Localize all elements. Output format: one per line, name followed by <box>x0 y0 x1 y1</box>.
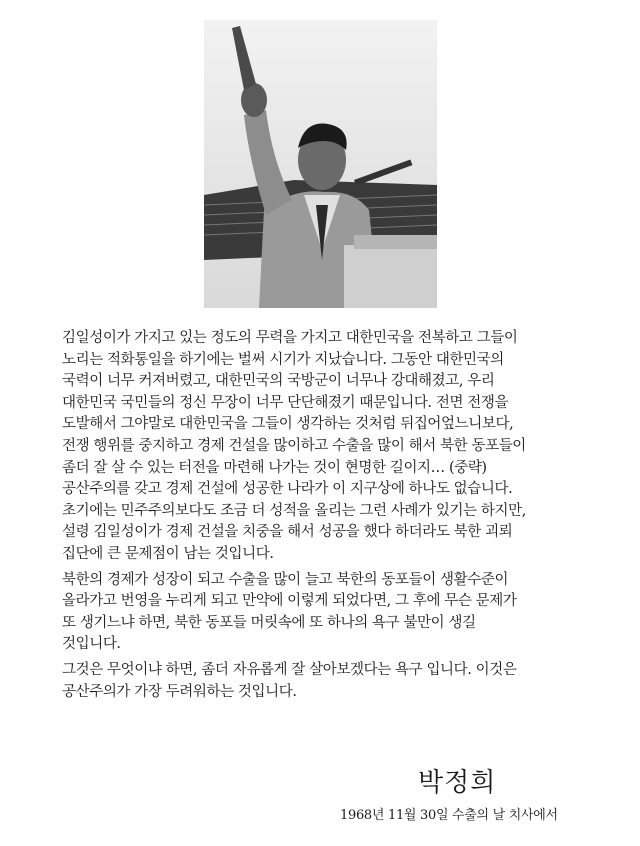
text-line: 올라가고 번영을 누리게 되고 만약에 이렇게 되었다면, 그 후에 무슨 문제가 <box>62 593 517 610</box>
text-line: 전쟁 행위를 중지하고 경제 건설을 많이하고 수출을 많이 해서 북한 동포들이 <box>62 437 526 454</box>
text-line: 노리는 적화통일을 하기에는 벌써 시기가 지났습니다. 그동안 대한민국의 <box>62 351 504 368</box>
text-line: 국력이 너무 커져버렸고, 대한민국의 국방군이 너무나 강대해졌고, 우리 <box>62 373 495 390</box>
text-line: 또 생기느냐 하면, 북한 동포들 머릿속에 또 하나의 욕구 불만이 생길 <box>62 614 476 631</box>
speech-text <box>62 328 622 707</box>
text-line: 것입니다. <box>62 636 121 653</box>
signature-name: 박정희 <box>418 768 497 798</box>
text-line: 공산주의가 가장 두려워하는 것입니다. <box>62 683 297 700</box>
speech-paragraph-1 <box>62 328 622 566</box>
text-line: 그것은 무엇이냐 하면, 좀더 자유롭게 잘 살아보겠다는 욕구 입니다. 이것은 <box>62 661 517 678</box>
text-line: 김일성이가 가지고 있는 정도의 무력을 가지고 대한민국을 전복하고 그들이 <box>62 330 518 346</box>
text-line: 북한의 경제가 성장이 되고 수출을 많이 늘고 북한의 동포들이 생활수준이 <box>62 571 509 588</box>
text-line: 집단에 큰 문제점이 남는 것입니다. <box>62 545 274 562</box>
text-line: 공산주의를 갖고 경제 건설에 성공한 나라가 이 지구상에 하나도 없습니다. <box>62 481 513 498</box>
text-line: 설령 김일성이가 경제 건설을 치중을 해서 성공을 했다 하더라도 북한 괴뢰 <box>62 524 513 541</box>
signature-caption: 1968년 11월 30일 수출의 날 치사에서 <box>340 808 558 823</box>
speaker-photo-graphic <box>204 20 437 308</box>
text-line: 도발해서 그야말로 대한민국을 그들이 생각하는 것처럼 뒤집어엎느니보다, <box>62 416 514 433</box>
text-line: 초기에는 민주주의보다도 조금 더 성적을 올리는 그런 사례가 있기는 하지만, <box>62 502 526 519</box>
speech-paragraph-2 <box>62 570 622 656</box>
speaker-photo <box>204 20 437 308</box>
speech-paragraph-3 <box>62 660 622 703</box>
text-line: 대한민국 국민들의 정신 무장이 너무 단단해졌기 때문입니다. 전면 전쟁을 <box>62 394 509 411</box>
text-line: 좀더 잘 살 수 있는 터전을 마련해 나가는 것이 현명한 길이지… (중략) <box>62 459 487 476</box>
